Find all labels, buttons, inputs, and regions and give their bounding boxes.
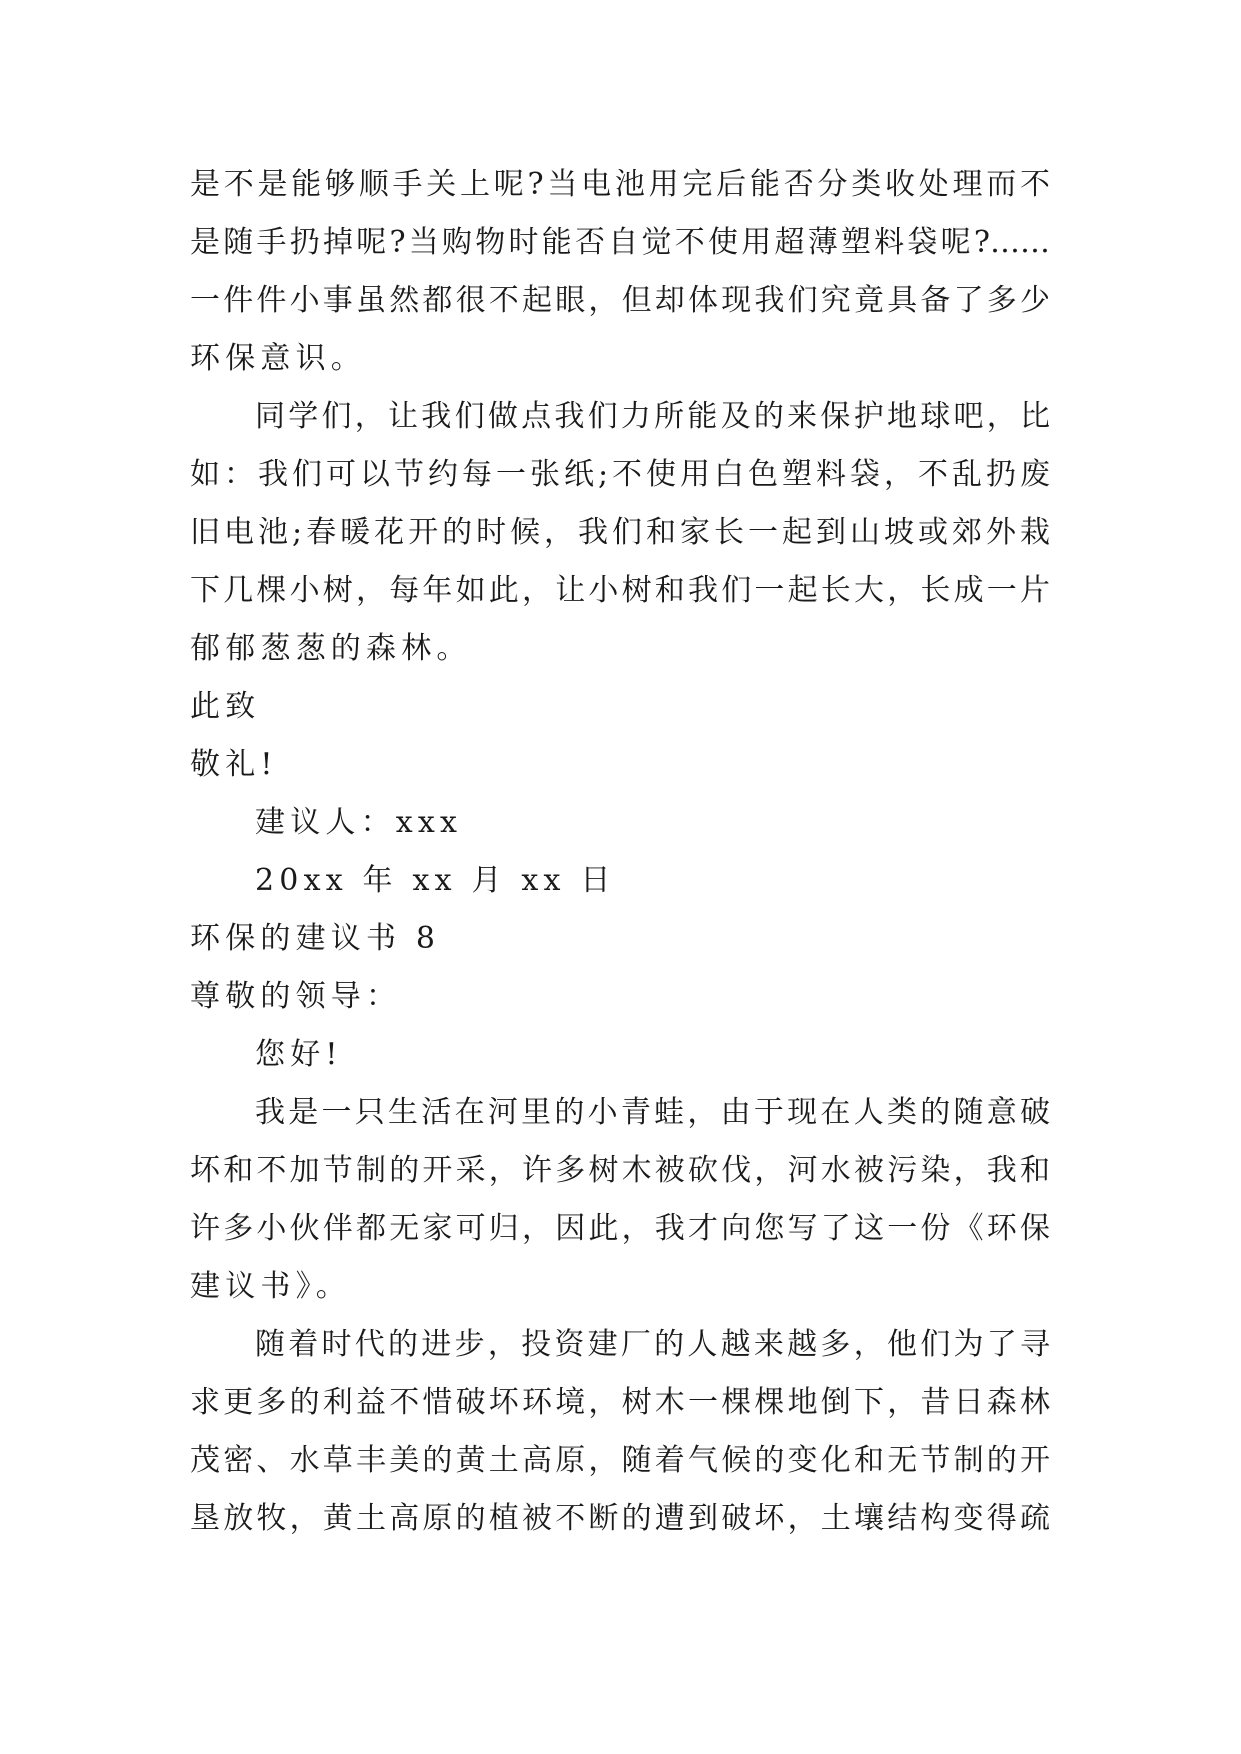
paragraph-line: 建议书》。 [190, 1269, 351, 1304]
paragraph-line: 郁郁葱葱的森林。 [190, 631, 472, 666]
paragraph-line: 我是一只生活在河里的小青蛙，由于现在人类的随意破 [255, 1095, 1050, 1130]
closing-line: 敬礼! [190, 747, 278, 782]
paragraph-line: 一件件小事虽然都很不起眼，但却体现我们究竟具备了多少 [190, 283, 1050, 318]
paragraph-line: 是不是能够顺手关上呢?当电池用完后能否分类收处理而不 [190, 167, 1050, 202]
signature-line: 建议人：xxx [255, 805, 463, 840]
section-title: 环保的建议书 8 [190, 921, 441, 956]
closing-line: 此致 [190, 689, 261, 724]
paragraph-line: 坏和不加节制的开采，许多树木被砍伐，河水被污染，我和 [190, 1153, 1050, 1188]
paragraph-line: 下几棵小树，每年如此，让小树和我们一起长大，长成一片 [190, 573, 1050, 608]
paragraph-line: 同学们，让我们做点我们力所能及的来保护地球吧，比 [255, 399, 1050, 434]
greeting: 您好! [255, 1037, 343, 1072]
paragraph-line: 旧电池;春暖花开的时候，我们和家长一起到山坡或郊外栽 [190, 515, 1050, 550]
paragraph-line: 垦放牧，黄土高原的植被不断的遭到破坏，土壤结构变得疏 [190, 1501, 1050, 1536]
paragraph-line: 是随手扔掉呢?当购物时能否自觉不使用超薄塑料袋呢?…… [190, 225, 1050, 260]
date-line: 20xx 年 xx 月 xx 日 [255, 863, 616, 898]
salutation: 尊敬的领导： [190, 979, 402, 1014]
paragraph-line: 许多小伙伴都无家可归，因此，我才向您写了这一份《环保 [190, 1211, 1050, 1246]
paragraph-line: 茂密、水草丰美的黄土高原，随着气候的变化和无节制的开 [190, 1443, 1050, 1478]
document-page [190, 156, 1050, 1548]
paragraph-line: 环保意识。 [190, 341, 366, 376]
paragraph-line: 如：我们可以节约每一张纸;不使用白色塑料袋，不乱扔废 [190, 457, 1050, 492]
paragraph-line: 随着时代的进步，投资建厂的人越来越多，他们为了寻 [255, 1327, 1050, 1362]
paragraph-line: 求更多的利益不惜破坏环境，树木一棵棵地倒下，昔日森林 [190, 1385, 1050, 1420]
